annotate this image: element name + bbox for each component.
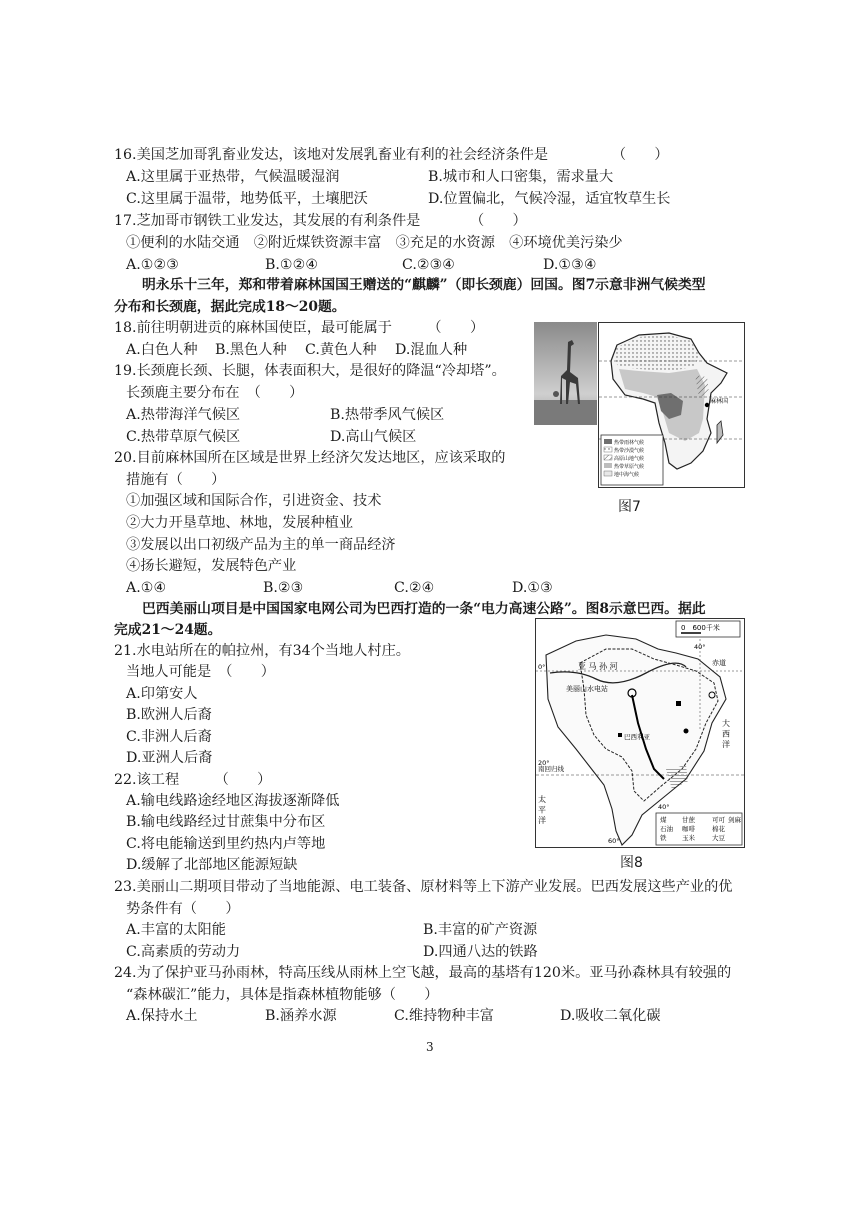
intro-21-line1: 巴西美丽山项目是中国国家电网公司为巴西打造的一条“电力高速公路”。图8示意巴西。据此: [142, 601, 706, 617]
q20-item-2: ②大力开垦草地、林地，发展种植业: [126, 515, 354, 531]
q16-stem: 16.美国芝加哥乳畜业发达，该地对发展乳畜业有利的社会经济条件是 （ ）: [114, 147, 669, 163]
q17-option-d[interactable]: D.①③④: [543, 257, 597, 273]
q17-option-c[interactable]: C.②③④: [402, 257, 456, 273]
q16-option-a[interactable]: A.这里属于亚热带，气候温暖湿润: [126, 169, 340, 185]
scale-label: 0 600千米: [681, 624, 720, 632]
q19-option-a[interactable]: A.热带海洋气候区: [126, 407, 241, 423]
deg-60-label: 60°: [608, 837, 620, 845]
station-label: 美丽山水电站: [566, 685, 608, 693]
q16-option-d[interactable]: D.位置偏北，气候冷湿，适宜牧草生长: [428, 191, 671, 207]
q22-option-b[interactable]: B.输电线路经过甘蔗集中分布区: [126, 814, 326, 830]
q19-option-d[interactable]: D.高山气候区: [330, 429, 417, 445]
q20-stem-line2: 措施有（ ）: [126, 472, 226, 488]
q19-option-c[interactable]: C.热带草原气候区: [126, 429, 241, 445]
legend-rainforest: 热带雨林气候: [614, 440, 645, 446]
q20-option-c[interactable]: C.②④: [394, 580, 435, 596]
q17-stem: 17.芝加哥市钢铁工业发达，其发展的有利条件是 （ ）: [114, 213, 527, 229]
q16-option-b[interactable]: B.城市和人口密集，需求量大: [428, 169, 614, 185]
figure-7-africa-map: [598, 322, 745, 488]
q20-stem-line1: 20.目前麻林国所在区域是世界上经济欠发达地区，应该采取的: [114, 450, 506, 466]
legend-mediterranean: 地中海气候: [614, 472, 640, 478]
amazon-label: 亚 马 孙 河: [578, 662, 618, 671]
q16-option-c[interactable]: C.这里属于温带，地势低平，土壤肥沃: [126, 191, 368, 207]
figure-8-brazil-map: [535, 618, 745, 848]
tropic-label: 南回归线: [538, 765, 564, 773]
legend-cotton: 棉花: [712, 825, 725, 833]
page-number: 3: [426, 1040, 434, 1054]
q21-option-c[interactable]: C.非洲人后裔: [126, 729, 212, 745]
legend-oil: 石油: [660, 825, 673, 833]
q23-stem-line1: 23.美丽山二期项目带动了当地能源、电工装备、原材料等上下游产业发展。巴西发展这些产业的优: [114, 879, 733, 895]
legend-iron: 铁: [660, 834, 667, 842]
q24-option-c[interactable]: C.维持物种丰富: [394, 1008, 494, 1024]
legend-coffee: 咖啡: [682, 825, 695, 833]
q18-option-b[interactable]: B.黑色人种: [215, 342, 287, 358]
q24-stem-line1: 24.为了保护亚马孙雨林，特高压线从雨林上空飞越，最高的基塔有120米。亚马孙森林具有较强的: [114, 965, 732, 981]
intro-21-line2: 完成21～24题。: [114, 622, 222, 638]
equator-label: 赤道: [712, 659, 726, 667]
legend-desert: 热带沙漠气候: [614, 448, 645, 454]
q23-stem-line2: 势条件有（ ）: [126, 901, 240, 917]
q19-option-b[interactable]: B.热带季风气候区: [330, 407, 445, 423]
q24-option-d[interactable]: D.吸收二氧化碳: [560, 1008, 661, 1024]
giraffe-photo: [534, 322, 597, 425]
q20-option-b[interactable]: B.②③: [263, 580, 304, 596]
intro-18-line2: 分布和长颈鹿，据此完成18～20题。: [114, 299, 346, 315]
legend-coal: 煤: [660, 816, 667, 824]
q23-option-b[interactable]: B.丰富的矿产资源: [423, 922, 538, 938]
legend-corn: 玉米: [682, 834, 695, 842]
q24-option-b[interactable]: B.涵养水源: [265, 1008, 337, 1024]
deg-20-label: 20°: [538, 759, 550, 767]
q19-stem-line1: 19.长颈鹿长颈、长腿，体表面积大，是很好的降温“冷却塔”。: [114, 363, 506, 379]
q24-option-a[interactable]: A.保持水土: [126, 1008, 198, 1024]
q22-option-d[interactable]: D.缓解了北部地区能源短缺: [126, 857, 298, 873]
q20-item-3: ③发展以出口初级产品为主的单一商品经济: [126, 537, 396, 553]
q21-option-b[interactable]: B.欧洲人后裔: [126, 707, 212, 723]
q18-option-d[interactable]: D.混血人种: [395, 342, 468, 358]
legend-soybean: 大豆: [712, 834, 725, 842]
q23-option-d[interactable]: D.四通八达的铁路: [423, 944, 538, 960]
q17-option-a[interactable]: A.①②③: [126, 257, 179, 273]
q24-stem-line2: “森林碳汇”能力，具体是指森林植物能够（ ）: [126, 987, 439, 1003]
q20-item-1: ①加强区域和国际合作，引进资金、技术: [126, 493, 382, 509]
deg-40w-label: 40°: [694, 643, 706, 651]
q20-item-4: ④扬长避短，发展特色产业: [126, 558, 297, 574]
legend-savanna: 热带草原气候: [614, 464, 645, 470]
deg-0-label: 0°: [538, 663, 546, 671]
giraffe-photo-art: [534, 322, 597, 425]
legend-sugarcane: 甘蔗: [682, 816, 695, 824]
q18-stem: 18.前往明朝进贡的麻林国使臣，最可能属于 （ ）: [114, 320, 485, 336]
legend-sisal: 剑麻: [728, 816, 741, 824]
intro-18-line1: 明永乐十三年，郑和带着麻林国国王赠送的“麒麟”（即长颈鹿）回国。图7示意非洲气候类型: [142, 277, 706, 293]
q22-stem: 22.该工程 （ ）: [114, 772, 272, 788]
brasilia-label: 巴西利亚: [624, 733, 650, 741]
brazil-map: [536, 619, 744, 847]
q23-option-c[interactable]: C.高素质的劳动力: [126, 944, 241, 960]
q17-option-b[interactable]: B.①②④: [265, 257, 319, 273]
q18-option-a[interactable]: A.白色人种: [126, 342, 198, 358]
q18-option-c[interactable]: C.黄色人种: [305, 342, 377, 358]
legend-highland: 高原山地气候: [614, 456, 645, 462]
pacific-label: 太 平 洋: [537, 795, 547, 825]
q20-option-d[interactable]: D.①③: [512, 580, 553, 596]
q21-option-d[interactable]: D.亚洲人后裔: [126, 750, 213, 766]
q17-items: ①便利的水陆交通 ②附近煤铁资源丰富 ③充足的水资源 ④环境优美污染少: [126, 235, 623, 251]
q20-option-a[interactable]: A.①④: [126, 580, 167, 596]
q19-stem-line2: 长颈鹿主要分布在 （ ）: [126, 385, 304, 401]
q22-option-c[interactable]: C.将电能输送到里约热内卢等地: [126, 836, 326, 852]
atlantic-label: 大 西 洋: [721, 719, 731, 749]
legend-cocoa: 可可: [712, 816, 725, 824]
figure-8-caption: 图8: [620, 855, 643, 871]
africa-climate-map: [599, 323, 744, 487]
q21-stem-line2: 当地人可能是 （ ）: [126, 664, 275, 680]
figure-7-caption: 图7: [618, 499, 641, 515]
deg-40-label: 40°: [658, 803, 670, 811]
q21-stem-line1: 21.水电站所在的帕拉州，有34个当地人村庄。: [114, 643, 410, 659]
q22-option-a[interactable]: A.输电线路途经地区海拔逐渐降低: [126, 793, 340, 809]
q21-option-a[interactable]: A.印第安人: [126, 686, 198, 702]
malin-label: 麻林国: [710, 398, 729, 405]
q23-option-a[interactable]: A.丰富的太阳能: [126, 922, 226, 938]
